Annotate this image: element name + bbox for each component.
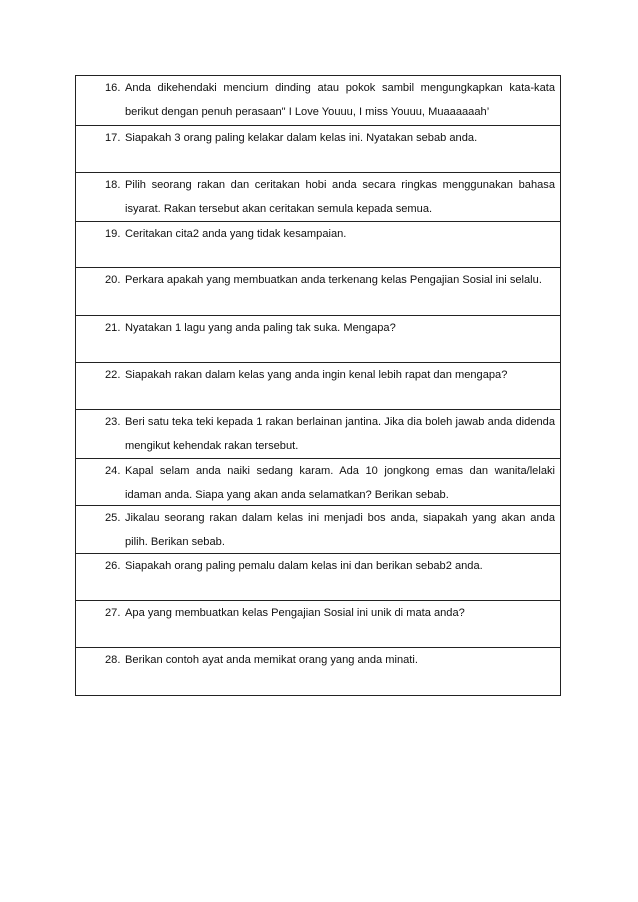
question-row-20 [76, 268, 560, 316]
question-number: 17. [105, 132, 121, 144]
question-number: 19. [105, 228, 121, 240]
question-text: Siapakah orang paling pemalu dalam kelas ini dan berikan sebab2 anda. [125, 560, 483, 572]
question-number: 26. [105, 560, 121, 572]
question-number: 24. [105, 465, 121, 477]
question-number: 27. [105, 607, 121, 619]
question-row-21 [76, 316, 560, 363]
question-text: Nyatakan 1 lagu yang anda paling tak suka. Mengapa? [125, 322, 396, 334]
question-number: 25. [105, 512, 121, 524]
question-text: Kapal selam anda naiki sedang karam. Ada 10 jongkong emas dan wanita/lelaki idaman anda. Siapa yang akan anda selamatkan? Berikan sebab. [125, 465, 555, 501]
question-text: Ceritakan cita2 anda yang tidak kesampaian. [125, 228, 347, 240]
question-table [75, 75, 561, 696]
question-text: Berikan contoh ayat anda memikat orang yang anda minati. [125, 654, 418, 666]
question-number: 20. [105, 274, 121, 286]
question-number: 28. [105, 654, 121, 666]
question-number: 21. [105, 322, 121, 334]
question-row-24 [76, 459, 560, 506]
question-text: Beri satu teka teki kepada 1 rakan berlainan jantina. Jika dia boleh jawab anda didenda mengikut kehendak rakan tersebut. [125, 416, 555, 452]
question-row-19 [76, 222, 560, 268]
question-text: Anda dikehendaki mencium dinding atau pokok sambil mengungkapkan kata-kata berikut dengan penuh perasaan" I Love Youuu, I miss Youuu, Muaaaaaah’ [125, 82, 555, 118]
question-number: 18. [105, 179, 121, 191]
question-row-27 [76, 601, 560, 648]
question-row-17 [76, 126, 560, 173]
question-text: Siapakah rakan dalam kelas yang anda ingin kenal lebih rapat dan mengapa? [125, 369, 508, 381]
question-row-26 [76, 554, 560, 601]
question-row-23 [76, 410, 560, 459]
question-text: Apa yang membuatkan kelas Pengajian Sosial ini unik di mata anda? [125, 607, 465, 619]
question-row-18 [76, 173, 560, 222]
question-text: Perkara apakah yang membuatkan anda terkenang kelas Pengajian Sosial ini selalu. [125, 274, 542, 286]
question-row-25 [76, 506, 560, 554]
question-number: 22. [105, 369, 121, 381]
question-number: 23. [105, 416, 121, 428]
question-text: Siapakah 3 orang paling kelakar dalam kelas ini. Nyatakan sebab anda. [125, 132, 478, 144]
question-row-22 [76, 363, 560, 410]
question-text: Jikalau seorang rakan dalam kelas ini menjadi bos anda, siapakah yang akan anda pilih. Berikan sebab. [125, 512, 555, 548]
question-text: Pilih seorang rakan dan ceritakan hobi anda secara ringkas menggunakan bahasa isyarat. Rakan tersebut akan ceritakan semula kepada semua. [125, 179, 555, 215]
question-row-28 [76, 648, 560, 695]
question-number: 16. [105, 82, 121, 94]
question-row-16 [76, 76, 560, 126]
